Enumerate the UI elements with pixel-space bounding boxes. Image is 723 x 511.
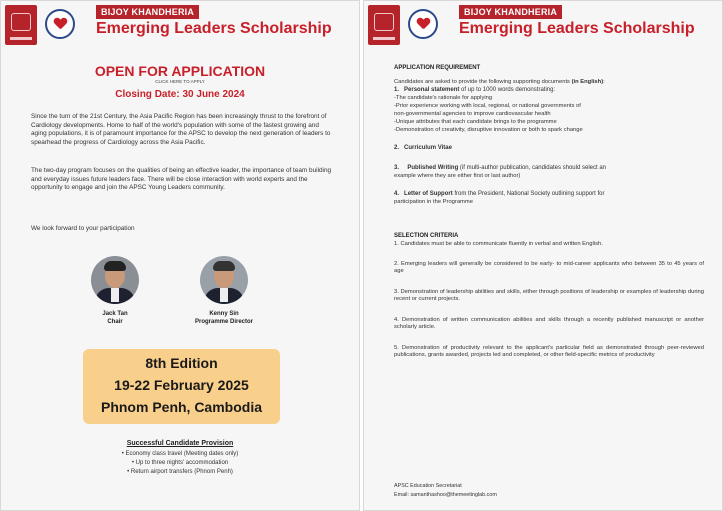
brand-tag: BIJOY KHANDHERIA [96, 5, 199, 19]
requirement-letter-of-support: 4. Letter of Support from the President, National Society outlining support for [394, 191, 605, 197]
brochure-page-left [0, 0, 360, 511]
requirement-point: -Demonstration of creativity, disruptive innovation or both to spark change [394, 127, 583, 133]
director-photo [200, 256, 248, 304]
edition-dates: 19-22 February 2025 [114, 377, 249, 393]
foundation-logo-icon [5, 5, 37, 45]
director-role: Programme Director [194, 319, 254, 325]
edition-box [83, 349, 280, 424]
requirement-published-writing: 3. Published Writing (if multi-author publication, candidates should select an [394, 165, 606, 171]
criterion-item: 1. Candidates must be able to communicate fluently in verbal and written English. [394, 241, 603, 247]
open-for-application-title: OPEN FOR APPLICATION [94, 63, 266, 79]
requirement-point: -The candidate's rationale for applying [394, 95, 493, 101]
requirement-cv: 2. Curriculum Vitae [394, 145, 452, 151]
requirement-letter-of-support-cont: participation in the Programme [394, 199, 473, 205]
chair-role: Chair [107, 319, 123, 325]
edition-number: 8th Edition [145, 355, 218, 371]
requirement-point: -Prior experience working with local, regional, or national governments of [394, 103, 581, 109]
criterion-item: 2. Emerging leaders will generally be considered to be early- to mid-career applicants who between 35 to 45 years of age [394, 261, 704, 275]
provision-item: • Return airport transfers (Phnom Penh) [127, 469, 233, 475]
selection-criteria-title: SELECTION CRITERIA [394, 233, 459, 239]
brand-title: Emerging Leaders Scholarship [96, 20, 332, 37]
requirement-personal-statement: 1. Personal statement of up to 1000 words demonstrating: [394, 87, 556, 93]
brand-tag: BIJOY KHANDHERIA [459, 5, 562, 19]
criterion-item: 3. Demonstration of leadership abilities and skills, either through positions of leadership or examples of leadership during recent or current projects. [394, 289, 704, 303]
provision-title: Successful Candidate Provision [126, 440, 234, 447]
intro-paragraph: Since the turn of the 21st Century, the Asia Pacific Region has been increasingly thrust to the forefront of Cardiology developments. Home to half of the world's population with some of the fastest growing and aging populations, it is of paramount importance for the APSC to develop the next generation of leaders to spearhead the progress of Cardiology across the Asia Pacific. [31, 113, 331, 146]
provision-item: • Up to three nights' accommodation [131, 460, 229, 466]
footer-secretariat: APSC Education Secretariat [394, 483, 462, 489]
requirement-published-writing-cont: example where they are either first or last author) [394, 173, 521, 179]
footer-email[interactable]: Email: samanthashoo@themeetinglab.com [394, 492, 497, 498]
criterion-item: 5. Demonstration of productivity relevant to the applicant's particular field as demonstrated through peer-reviewed publications, grants awarded, projects led and completed, or other field-specific metrics of productivity [394, 345, 704, 359]
requirement-intro: Candidates are asked to provide the following supporting documents (in English): [394, 79, 605, 85]
application-requirement-title: APPLICATION REQUIREMENT [394, 65, 481, 71]
page-header [364, 1, 722, 49]
chair-photo [91, 256, 139, 304]
edition-location: Phnom Penh, Cambodia [100, 399, 262, 415]
foundation-logo-icon [368, 5, 400, 45]
page-header [1, 1, 359, 49]
provision-item: • Economy class travel (Meeting dates only) [121, 451, 239, 457]
brochure-page-right [363, 0, 723, 511]
program-paragraph: The two-day program focuses on the qualities of being an effective leader, the importance of team building and everyday issues future leaders face. There will be close interaction with world experts and the opportunity to engage and join the APSC Young Leaders community. [31, 167, 332, 192]
apply-link[interactable]: CLICK HERE TO APPLY [155, 79, 205, 84]
brand-title: Emerging Leaders Scholarship [459, 20, 695, 37]
apsc-heart-logo-icon [408, 9, 438, 39]
requirement-point: non-governmental agencies to improve cardiovascular health [394, 111, 551, 117]
chair-name: Jack Tan [102, 311, 128, 317]
requirement-point: -Unique attributes that each candidate brings to the programme [394, 119, 557, 125]
closing-date: Closing Date: 30 June 2024 [115, 89, 245, 100]
director-name: Kenny Sin [209, 311, 239, 317]
criterion-item: 4. Demonstration of written communication abilities and skills through a recently published manuscript or another scholarly article. [394, 317, 704, 331]
apsc-heart-logo-icon [45, 9, 75, 39]
closing-paragraph: We look forward to your participation [31, 225, 135, 232]
